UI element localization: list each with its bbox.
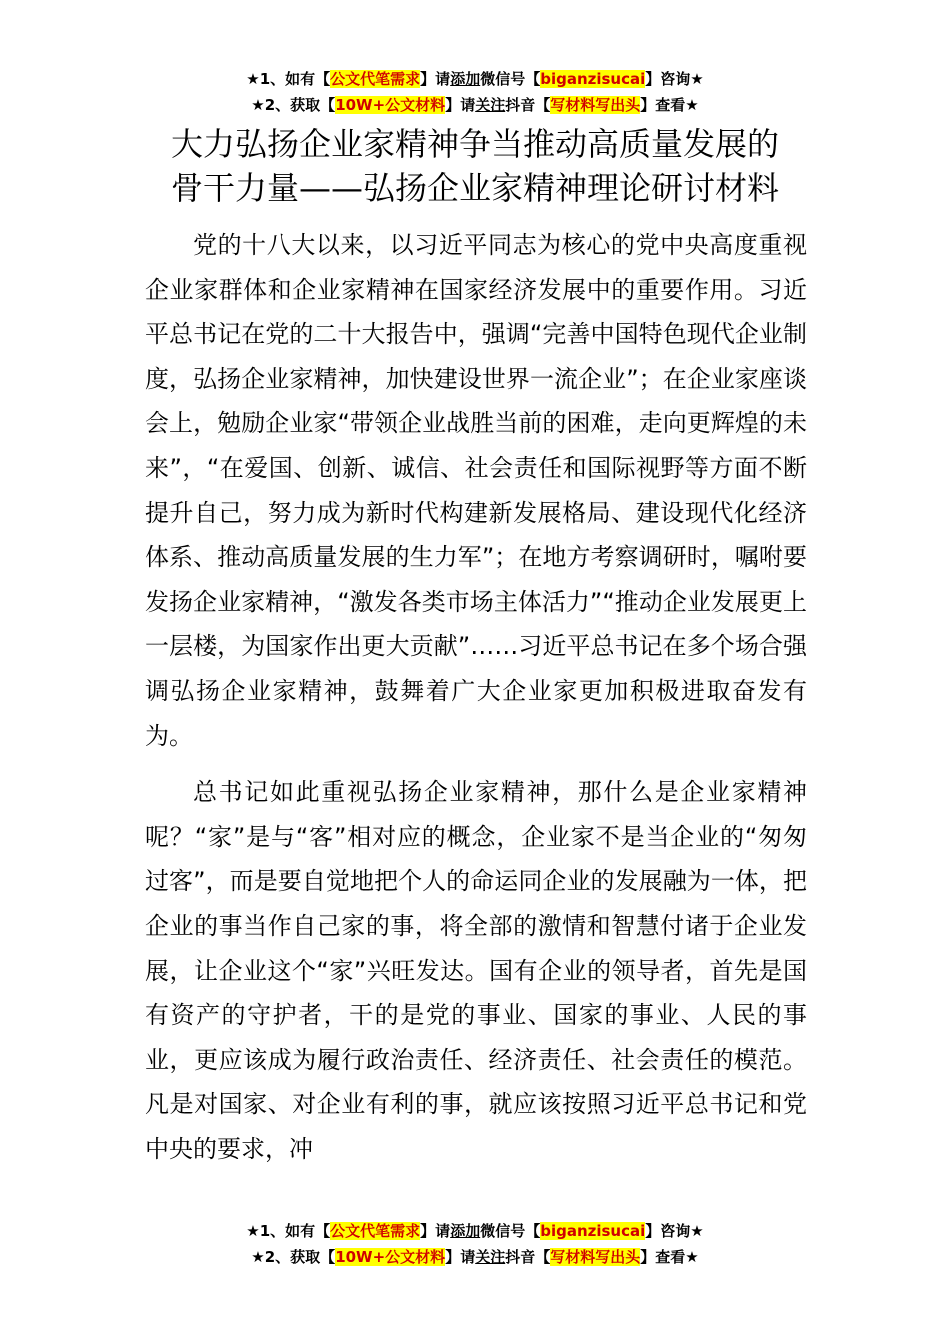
banner-line-2: ★2、获取【10W+公文材料】请关注抖音【写材料写出头】查看★ (251, 1248, 699, 1266)
highlight-douyin: 写材料写出头 (550, 1248, 641, 1266)
star-icon: ★ (246, 1222, 260, 1240)
title-line-1: 大力弘扬企业家精神争当推动高质量发展的 (170, 125, 779, 163)
highlight-materials: 10W+公文材料 (335, 96, 446, 114)
star-icon: ★ (251, 1248, 265, 1266)
highlight-douyin: 写材料写出头 (550, 96, 641, 114)
highlight-service: 公文代笔需求 (330, 70, 421, 88)
document-body (145, 223, 807, 1183)
header-banner (0, 66, 950, 118)
paragraph: 党的十八大以来，以习近平同志为核心的党中央高度重视企业家群体和企业家精神在国家经济发展中的重要作用。习近平总书记在党的二十大报告中，强调“完善中国特色现代企业制度，弘扬企业家精神，加快建设世界一流企业”；在企业家座谈会上，勉励企业家“带领企业战胜当前的困难，走向更辉煌的未来”，“在爱国、创新、诚信、社会责任和国际视野等方面不断提升自己，努力成为新时代构建新发展格局、建设现代化经济体系、推动高质量发展的生力军”；在地方考察调研时，嘱咐要发扬企业家精神，“激发各类市场主体活力”“推动企业发展更上一层楼，为国家作出更大贡献”……习近平总书记在多个场合强调弘扬企业家精神，鼓舞着广大企业家更加积极进取奋发有为。 (145, 231, 807, 750)
highlight-wechat-id: biganzisucai (540, 1222, 646, 1240)
star-icon: ★ (246, 70, 260, 88)
banner-line-1: ★1、如有【公文代笔需求】请添加微信号【biganzisucai】咨询★ (246, 1222, 704, 1240)
highlight-service: 公文代笔需求 (330, 1222, 421, 1240)
highlight-materials: 10W+公文材料 (335, 1248, 446, 1266)
title-line-2: 骨干力量——弘扬企业家精神理论研讨材料 (170, 169, 779, 207)
banner-line-2: ★2、获取【10W+公文材料】请关注抖音【写材料写出头】查看★ (251, 96, 699, 114)
highlight-wechat-id: biganzisucai (540, 70, 646, 88)
star-icon: ★ (251, 96, 265, 114)
paragraph: 总书记如此重视弘扬企业家精神，那什么是企业家精神呢？“家”是与“客”相对应的概念，企业家不是当企业的“匆匆过客”，而是要自觉地把个人的命运同企业的发展融为一体，把企业的事当作自己家的事，将全部的激情和智慧付诸于企业发展，让企业这个“家”兴旺发达。国有企业的领导者，首先是国有资产的守护者，干的是党的事业、国家的事业、人民的事业，更应该成为履行政治责任、经济责任、社会责任的模范。凡是对国家、对企业有利的事，就应该按照习近平总书记和党中央的要求，冲 (145, 778, 807, 1163)
footer-banner (0, 1218, 950, 1270)
document-title (140, 122, 810, 210)
banner-line-1: ★1、如有【公文代笔需求】请添加微信号【biganzisucai】咨询★ (246, 70, 704, 88)
